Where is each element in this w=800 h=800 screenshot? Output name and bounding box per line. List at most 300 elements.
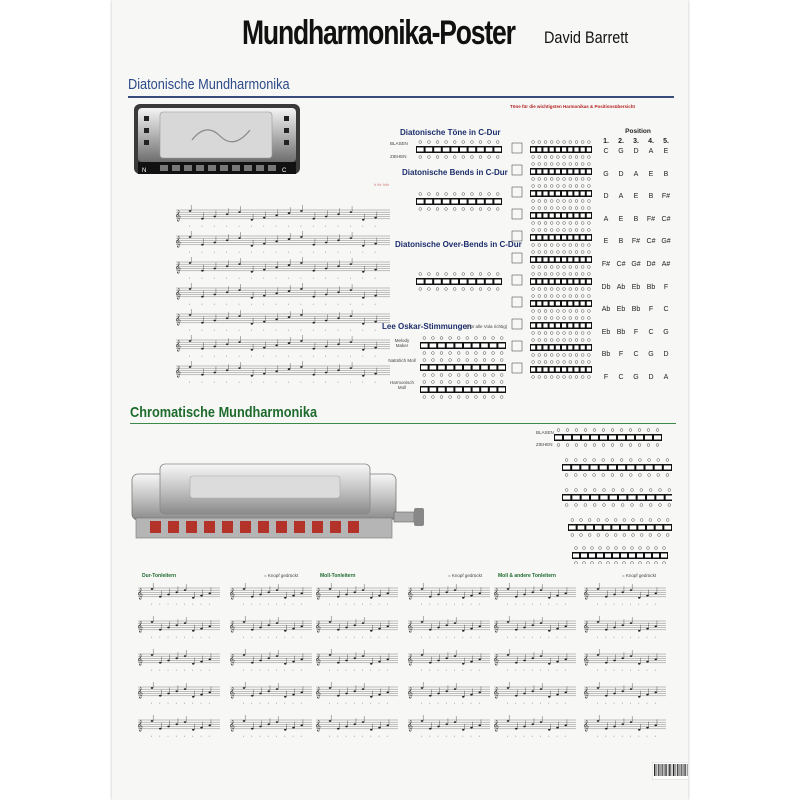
- svg-text:•: •: [263, 380, 265, 384]
- svg-text:•: •: [251, 635, 253, 639]
- position-cell: C#: [646, 238, 656, 246]
- svg-text:•: •: [353, 701, 355, 705]
- svg-text:•: •: [646, 635, 648, 639]
- svg-text:𝄞: 𝄞: [229, 687, 235, 699]
- svg-text:•: •: [353, 602, 355, 606]
- overbends-heading: Diatonische Over-Bends in C-Dur: [395, 240, 522, 249]
- svg-text:𝄞: 𝄞: [175, 236, 181, 248]
- chromatic-harmonica-image: [130, 458, 466, 548]
- svg-text:•: •: [284, 602, 286, 606]
- svg-text:•: •: [213, 354, 215, 358]
- svg-text:•: •: [540, 635, 542, 639]
- svg-text:•: •: [167, 602, 169, 606]
- svg-text:•: •: [362, 354, 364, 358]
- svg-text:•: •: [523, 635, 525, 639]
- svg-text:•: •: [515, 734, 517, 738]
- svg-text:•: •: [349, 354, 351, 358]
- svg-text:•: •: [329, 668, 331, 672]
- svg-text:•: •: [478, 602, 480, 606]
- svg-text:•: •: [654, 635, 656, 639]
- position-column-header: 2.: [618, 138, 624, 145]
- svg-text:•: •: [263, 354, 265, 358]
- svg-text:•: •: [507, 602, 509, 606]
- svg-text:•: •: [362, 734, 364, 738]
- svg-text:•: •: [208, 668, 210, 672]
- svg-text:•: •: [349, 224, 351, 228]
- svg-text:•: •: [275, 276, 277, 280]
- position-cell: E: [603, 238, 609, 246]
- svg-text:•: •: [251, 602, 253, 606]
- svg-text:•: •: [292, 701, 294, 705]
- svg-text:𝄞: 𝄞: [137, 621, 143, 633]
- svg-text:•: •: [353, 635, 355, 639]
- svg-text:•: •: [325, 354, 327, 358]
- svg-text:•: •: [470, 635, 472, 639]
- diatonic-harmonica-image: [132, 102, 302, 180]
- position-cell: A: [633, 170, 639, 178]
- tones-heading: Diatonische Töne in C-Dur: [400, 128, 501, 137]
- svg-text:•: •: [276, 734, 278, 738]
- svg-text:•: •: [597, 701, 599, 705]
- svg-text:•: •: [378, 701, 380, 705]
- svg-text:•: •: [200, 668, 202, 672]
- tuning-label-harmonic-minor: Harmonisch Moll: [389, 380, 414, 390]
- svg-text:•: •: [337, 250, 339, 254]
- position-column-header: 1.: [603, 138, 609, 145]
- svg-text:•: •: [167, 701, 169, 705]
- svg-text:𝄞: 𝄞: [175, 314, 181, 326]
- diatonic-notation-staves: [174, 196, 394, 396]
- svg-text:•: •: [337, 328, 339, 332]
- svg-text:•: •: [300, 380, 302, 384]
- svg-text:𝄞: 𝄞: [583, 588, 589, 600]
- svg-text:•: •: [267, 602, 269, 606]
- svg-text:•: •: [362, 602, 364, 606]
- svg-text:•: •: [370, 668, 372, 672]
- svg-text:•: •: [630, 635, 632, 639]
- svg-text:𝄞: 𝄞: [407, 687, 413, 699]
- position-cell: E: [648, 170, 654, 178]
- svg-text:•: •: [370, 734, 372, 738]
- svg-text:•: •: [638, 635, 640, 639]
- svg-text:𝄞: 𝄞: [137, 654, 143, 666]
- svg-text:•: •: [276, 668, 278, 672]
- svg-text:•: •: [337, 734, 339, 738]
- position-cell: G: [603, 170, 609, 178]
- svg-text:•: •: [597, 602, 599, 606]
- svg-text:•: •: [276, 635, 278, 639]
- position-cell: A: [663, 374, 669, 381]
- tunings-note: (Für alle Vola richtig): [466, 324, 508, 329]
- svg-text:•: •: [159, 734, 161, 738]
- svg-text:•: •: [421, 734, 423, 738]
- svg-text:•: •: [288, 276, 290, 280]
- svg-text:•: •: [184, 602, 186, 606]
- svg-text:•: •: [276, 701, 278, 705]
- svg-text:•: •: [548, 668, 550, 672]
- svg-text:•: •: [250, 250, 252, 254]
- svg-text:•: •: [250, 328, 252, 332]
- svg-text:•: •: [630, 734, 632, 738]
- svg-text:𝄞: 𝄞: [315, 588, 321, 600]
- svg-text:•: •: [540, 668, 542, 672]
- svg-text:•: •: [605, 668, 607, 672]
- position-cell: D: [633, 148, 639, 155]
- svg-text:•: •: [531, 635, 533, 639]
- svg-text:•: •: [597, 635, 599, 639]
- svg-text:•: •: [292, 635, 294, 639]
- svg-text:•: •: [462, 602, 464, 606]
- position-cell: Eb: [616, 306, 626, 314]
- svg-text:•: •: [184, 701, 186, 705]
- svg-text:•: •: [349, 328, 351, 332]
- svg-text:𝄞: 𝄞: [175, 288, 181, 300]
- svg-text:•: •: [445, 701, 447, 705]
- svg-text:•: •: [445, 602, 447, 606]
- tones-row-label-draw: ZIEHEN: [390, 154, 407, 159]
- svg-text:•: •: [613, 635, 615, 639]
- svg-text:•: •: [288, 380, 290, 384]
- svg-text:•: •: [201, 380, 203, 384]
- svg-text:•: •: [200, 701, 202, 705]
- svg-text:•: •: [167, 635, 169, 639]
- svg-text:𝄞: 𝄞: [229, 720, 235, 732]
- chromatic-heading: Chromatische Mundharmonika: [130, 404, 318, 421]
- svg-text:•: •: [201, 276, 203, 280]
- position-cell: D: [603, 193, 609, 201]
- svg-text:•: •: [613, 701, 615, 705]
- svg-text:•: •: [378, 635, 380, 639]
- svg-text:•: •: [192, 734, 194, 738]
- svg-text:•: •: [470, 701, 472, 705]
- svg-text:•: •: [250, 224, 252, 228]
- position-column-header: 3.: [633, 138, 639, 145]
- svg-text:•: •: [208, 602, 210, 606]
- svg-text:•: •: [548, 602, 550, 606]
- svg-text:•: •: [613, 602, 615, 606]
- svg-text:•: •: [263, 250, 265, 254]
- svg-text:•: •: [189, 354, 191, 358]
- svg-text:•: •: [325, 224, 327, 228]
- svg-text:•: •: [243, 602, 245, 606]
- svg-text:•: •: [184, 734, 186, 738]
- position-cell: A: [618, 193, 624, 201]
- position-cell: F: [633, 328, 639, 336]
- svg-text:•: •: [564, 602, 566, 606]
- svg-text:𝄞: 𝄞: [315, 720, 321, 732]
- svg-text:•: •: [238, 250, 240, 254]
- svg-text:•: •: [445, 668, 447, 672]
- svg-text:•: •: [597, 668, 599, 672]
- svg-text:•: •: [437, 701, 439, 705]
- svg-text:•: •: [284, 635, 286, 639]
- position-cell: C: [603, 148, 609, 155]
- svg-text:•: •: [329, 734, 331, 738]
- position-cell: Db: [601, 283, 611, 291]
- svg-text:•: •: [325, 250, 327, 254]
- svg-text:•: •: [540, 734, 542, 738]
- svg-text:•: •: [189, 276, 191, 280]
- svg-text:C: C: [282, 168, 287, 174]
- svg-text:•: •: [462, 734, 464, 738]
- svg-text:•: •: [243, 734, 245, 738]
- svg-text:•: •: [362, 276, 364, 280]
- position-table-heading: Position: [625, 128, 651, 135]
- position-cell: F#: [661, 193, 671, 201]
- svg-text:•: •: [470, 668, 472, 672]
- svg-text:𝄞: 𝄞: [493, 654, 499, 666]
- svg-text:•: •: [429, 602, 431, 606]
- svg-text:•: •: [312, 224, 314, 228]
- chromatic-charts: [502, 424, 672, 564]
- svg-text:•: •: [159, 635, 161, 639]
- svg-text:•: •: [454, 701, 456, 705]
- position-cell: B: [633, 215, 639, 223]
- svg-text:•: •: [201, 250, 203, 254]
- svg-text:𝄞: 𝄞: [493, 621, 499, 633]
- position-column-header: 5.: [663, 138, 669, 145]
- svg-text:•: •: [564, 734, 566, 738]
- svg-text:•: •: [238, 354, 240, 358]
- svg-text:•: •: [300, 668, 302, 672]
- svg-text:•: •: [523, 668, 525, 672]
- svg-text:•: •: [378, 602, 380, 606]
- svg-text:𝄞: 𝄞: [583, 720, 589, 732]
- poster-sheet: [112, 0, 688, 800]
- svg-text:•: •: [345, 668, 347, 672]
- position-cell: C#: [661, 215, 671, 223]
- svg-text:•: •: [478, 701, 480, 705]
- svg-text:•: •: [189, 302, 191, 306]
- svg-text:•: •: [251, 734, 253, 738]
- svg-text:𝄞: 𝄞: [175, 210, 181, 222]
- svg-text:•: •: [267, 734, 269, 738]
- svg-text:•: •: [337, 354, 339, 358]
- svg-text:𝄞: 𝄞: [315, 621, 321, 633]
- position-cell: E: [633, 193, 639, 201]
- chromatic-notation-staves: [134, 582, 674, 752]
- diatonic-divider: [128, 96, 674, 98]
- knopf-legend-3: = Knopf gedrückt: [622, 573, 657, 578]
- position-cell: C: [663, 306, 669, 314]
- svg-text:•: •: [531, 668, 533, 672]
- svg-text:•: •: [531, 701, 533, 705]
- position-cell: D#: [646, 261, 656, 268]
- scale-heading-minor: Moll-Tonleitern: [320, 573, 356, 579]
- position-cell: Eb: [631, 283, 641, 291]
- svg-text:•: •: [213, 302, 215, 306]
- svg-text:•: •: [267, 668, 269, 672]
- svg-text:•: •: [445, 734, 447, 738]
- tones-row-label-blow: BLASEN: [390, 141, 408, 146]
- position-cell: G: [618, 148, 624, 155]
- svg-text:•: •: [421, 635, 423, 639]
- svg-text:•: •: [353, 668, 355, 672]
- bends-heading: Diatonische Bends in C-Dur: [402, 168, 508, 177]
- svg-text:•: •: [548, 734, 550, 738]
- svg-text:•: •: [292, 734, 294, 738]
- svg-text:•: •: [275, 250, 277, 254]
- svg-text:•: •: [263, 276, 265, 280]
- tones-hole-chart: [414, 138, 504, 162]
- svg-text:•: •: [362, 635, 364, 639]
- svg-text:•: •: [362, 250, 364, 254]
- scale-heading-major: Dur-Tonleitern: [142, 573, 177, 579]
- svg-text:•: •: [250, 302, 252, 306]
- svg-text:•: •: [284, 668, 286, 672]
- svg-text:•: •: [192, 701, 194, 705]
- svg-text:•: •: [243, 701, 245, 705]
- svg-text:•: •: [362, 224, 364, 228]
- svg-text:•: •: [605, 635, 607, 639]
- scale-heading-other: Moll & andere Tonleitern: [498, 573, 556, 579]
- position-cell: E: [618, 215, 624, 223]
- svg-text:•: •: [226, 302, 228, 306]
- svg-text:𝄞: 𝄞: [407, 720, 413, 732]
- svg-text:•: •: [300, 302, 302, 306]
- tuning-natural-minor-chart: [418, 356, 508, 378]
- svg-text:•: •: [337, 668, 339, 672]
- svg-text:•: •: [300, 328, 302, 332]
- svg-text:•: •: [349, 250, 351, 254]
- svg-text:•: •: [646, 734, 648, 738]
- svg-text:𝄞: 𝄞: [137, 687, 143, 699]
- chromatic-label-draw: ZIEHEN: [536, 442, 553, 447]
- svg-text:•: •: [175, 668, 177, 672]
- svg-text:•: •: [437, 602, 439, 606]
- svg-text:•: •: [175, 635, 177, 639]
- svg-text:•: •: [507, 701, 509, 705]
- svg-text:•: •: [250, 380, 252, 384]
- chromatic-label-blow: BLASEN: [536, 430, 554, 435]
- svg-text:𝄞: 𝄞: [493, 687, 499, 699]
- knopf-legend-2: = Knopf gedrückt: [448, 573, 483, 578]
- position-cell: C: [648, 328, 654, 336]
- svg-text:•: •: [507, 635, 509, 639]
- svg-text:•: •: [454, 635, 456, 639]
- svg-text:•: •: [312, 354, 314, 358]
- svg-text:•: •: [263, 302, 265, 306]
- position-cell: B: [648, 193, 654, 201]
- position-cell: A#: [661, 261, 671, 268]
- svg-text:•: •: [189, 328, 191, 332]
- svg-text:•: •: [259, 668, 261, 672]
- svg-text:•: •: [531, 734, 533, 738]
- svg-text:•: •: [437, 635, 439, 639]
- svg-text:•: •: [213, 328, 215, 332]
- position-cell: G#: [661, 238, 671, 246]
- svg-text:𝄞: 𝄞: [175, 340, 181, 352]
- svg-text:•: •: [251, 668, 253, 672]
- svg-text:•: •: [300, 734, 302, 738]
- svg-text:•: •: [175, 701, 177, 705]
- svg-text:•: •: [159, 602, 161, 606]
- svg-text:•: •: [556, 668, 558, 672]
- svg-text:𝄞: 𝄞: [229, 621, 235, 633]
- position-cell: F#: [646, 215, 656, 223]
- overbends-hole-chart: [414, 270, 504, 294]
- svg-text:𝄞: 𝄞: [493, 720, 499, 732]
- svg-text:•: •: [556, 734, 558, 738]
- svg-text:•: •: [386, 602, 388, 606]
- svg-text:•: •: [300, 701, 302, 705]
- svg-text:•: •: [337, 302, 339, 306]
- svg-text:•: •: [621, 701, 623, 705]
- svg-text:•: •: [605, 734, 607, 738]
- svg-text:•: •: [200, 635, 202, 639]
- svg-text:𝄞: 𝄞: [229, 654, 235, 666]
- svg-text:•: •: [374, 250, 376, 254]
- svg-text:•: •: [523, 602, 525, 606]
- svg-text:•: •: [208, 635, 210, 639]
- svg-text:•: •: [621, 734, 623, 738]
- svg-text:•: •: [370, 635, 372, 639]
- svg-text:•: •: [201, 354, 203, 358]
- svg-text:•: •: [201, 302, 203, 306]
- svg-text:•: •: [646, 668, 648, 672]
- svg-text:•: •: [421, 668, 423, 672]
- svg-text:𝄞: 𝄞: [175, 262, 181, 274]
- svg-text:•: •: [288, 302, 290, 306]
- svg-text:•: •: [200, 734, 202, 738]
- svg-text:•: •: [192, 635, 194, 639]
- svg-text:•: •: [267, 701, 269, 705]
- poster-author: David Barrett: [544, 28, 629, 47]
- svg-text:•: •: [312, 250, 314, 254]
- svg-text:•: •: [192, 668, 194, 672]
- svg-text:•: •: [189, 224, 191, 228]
- svg-text:•: •: [378, 668, 380, 672]
- svg-text:•: •: [507, 734, 509, 738]
- position-cell: F#: [601, 261, 611, 268]
- svg-text:•: •: [515, 701, 517, 705]
- svg-text:•: •: [300, 602, 302, 606]
- svg-text:•: •: [564, 701, 566, 705]
- svg-text:•: •: [523, 701, 525, 705]
- svg-text:•: •: [288, 224, 290, 228]
- svg-text:𝄞: 𝄞: [229, 588, 235, 600]
- svg-text:•: •: [263, 224, 265, 228]
- tunings-heading: Lee Oskar-Stimmungen: [382, 322, 472, 331]
- svg-text:•: •: [189, 380, 191, 384]
- svg-text:•: •: [605, 602, 607, 606]
- svg-text:•: •: [374, 328, 376, 332]
- svg-text:•: •: [374, 354, 376, 358]
- svg-text:𝄞: 𝄞: [583, 654, 589, 666]
- position-cell: B: [618, 238, 624, 246]
- svg-text:•: •: [362, 380, 364, 384]
- svg-text:•: •: [630, 668, 632, 672]
- svg-text:•: •: [226, 354, 228, 358]
- svg-text:•: •: [184, 668, 186, 672]
- svg-text:•: •: [263, 328, 265, 332]
- svg-text:•: •: [300, 250, 302, 254]
- svg-text:•: •: [175, 602, 177, 606]
- svg-text:𝄞: 𝄞: [315, 687, 321, 699]
- svg-text:•: •: [462, 635, 464, 639]
- svg-text:•: •: [300, 224, 302, 228]
- svg-text:•: •: [159, 668, 161, 672]
- position-cell: Bb: [646, 283, 656, 291]
- svg-text:•: •: [276, 602, 278, 606]
- svg-text:𝄞: 𝄞: [315, 654, 321, 666]
- svg-text:𝄞: 𝄞: [137, 720, 143, 732]
- position-cell: Eb: [601, 328, 611, 336]
- svg-text:𝄞: 𝄞: [493, 588, 499, 600]
- svg-text:•: •: [548, 701, 550, 705]
- svg-text:•: •: [288, 354, 290, 358]
- svg-text:•: •: [259, 734, 261, 738]
